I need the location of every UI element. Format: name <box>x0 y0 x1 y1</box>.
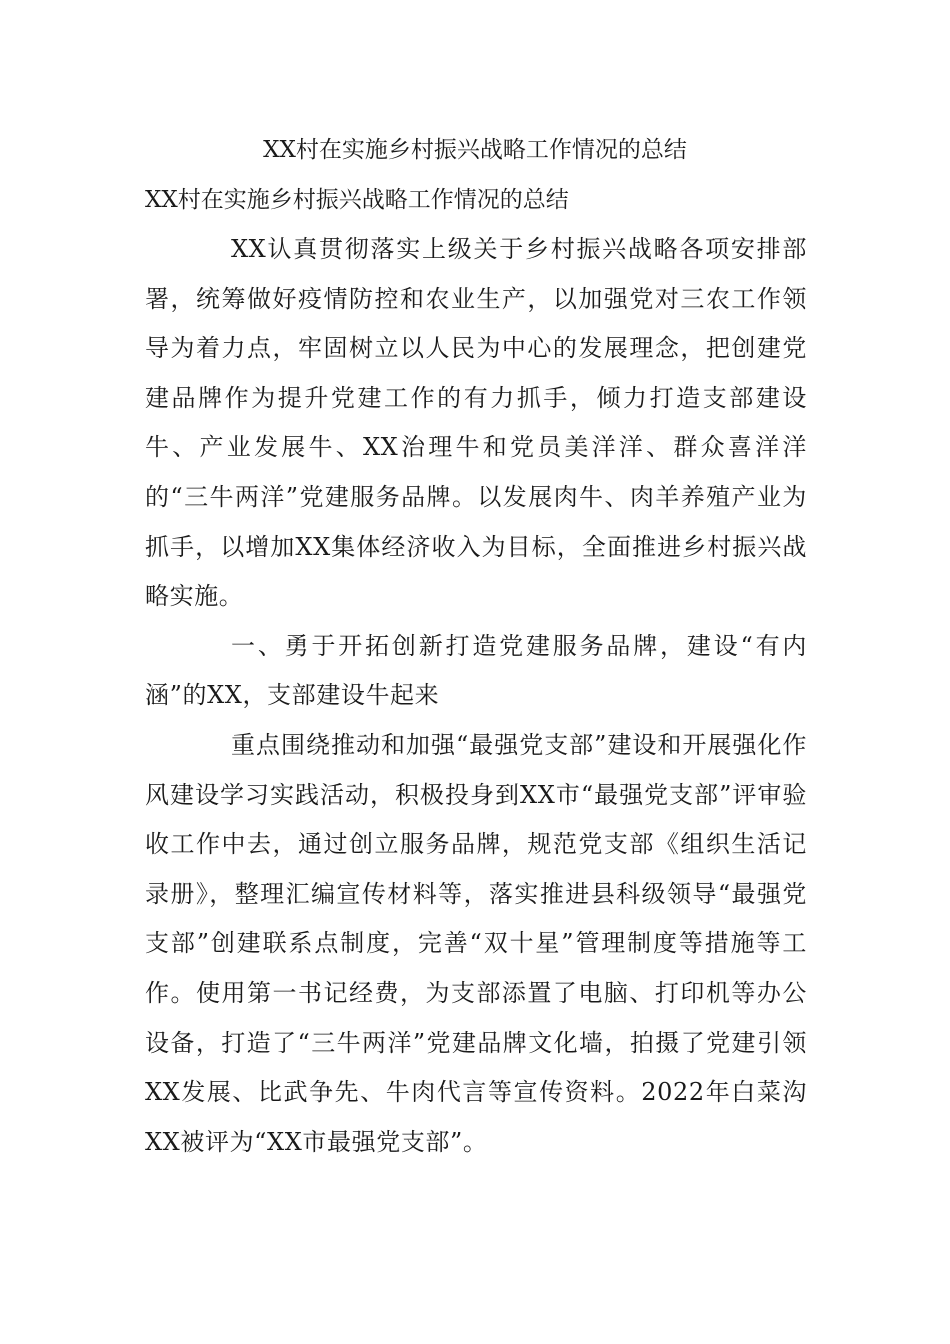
paragraph-section-1: 重点围绕推动和加强“最强党支部”建设和开展强化作风建设学习实践活动，积极投身到XX市“最强党支部”评审验收工作中去，通过创立服务品牌，规范党支部《组织生活记录册》，整理汇编宣传材料等，落实推进县科级领导“最强党支部”创建联系点制度，完善“双十星”管理制度等措施等工作。使用第一书记经费，为支部添置了电脑、打印机等办公设备，打造了“三牛两洋”党建品牌文化墙，拍摄了党建引领XX发展、比武争先、牛肉代言等宣传资料。2022年白菜沟XX被评为“XX市最强党支部”。 <box>145 730 807 1156</box>
paragraph-intro: XX认真贯彻落实上级关于乡村振兴战略各项安排部署，统筹做好疫情防控和农业生产，以加强党对三农工作领导为着力点，牢固树立以人民为中心的发展理念，把创建党建品牌作为提升党建工作的有力抓手，倾力打造支部建设牛、产业发展牛、XX治理牛和党员美洋洋、群众喜洋洋的“三牛两洋”党建服务品牌。以发展肉牛、肉羊养殖产业为抓手，以增加XX集体经济收入为目标，全面推进乡村振兴战略实施。 <box>145 235 807 611</box>
document-title: XX村在实施乡村振兴战略工作情况的总结 <box>263 137 687 163</box>
section-heading-1: 一、勇于开拓创新打造党建服务品牌，建设“有内涵”的XX，支部建设牛起来 <box>145 631 807 710</box>
document-body <box>145 225 807 1167</box>
document-subtitle: XX村在实施乡村振兴战略工作情况的总结 <box>145 187 569 213</box>
